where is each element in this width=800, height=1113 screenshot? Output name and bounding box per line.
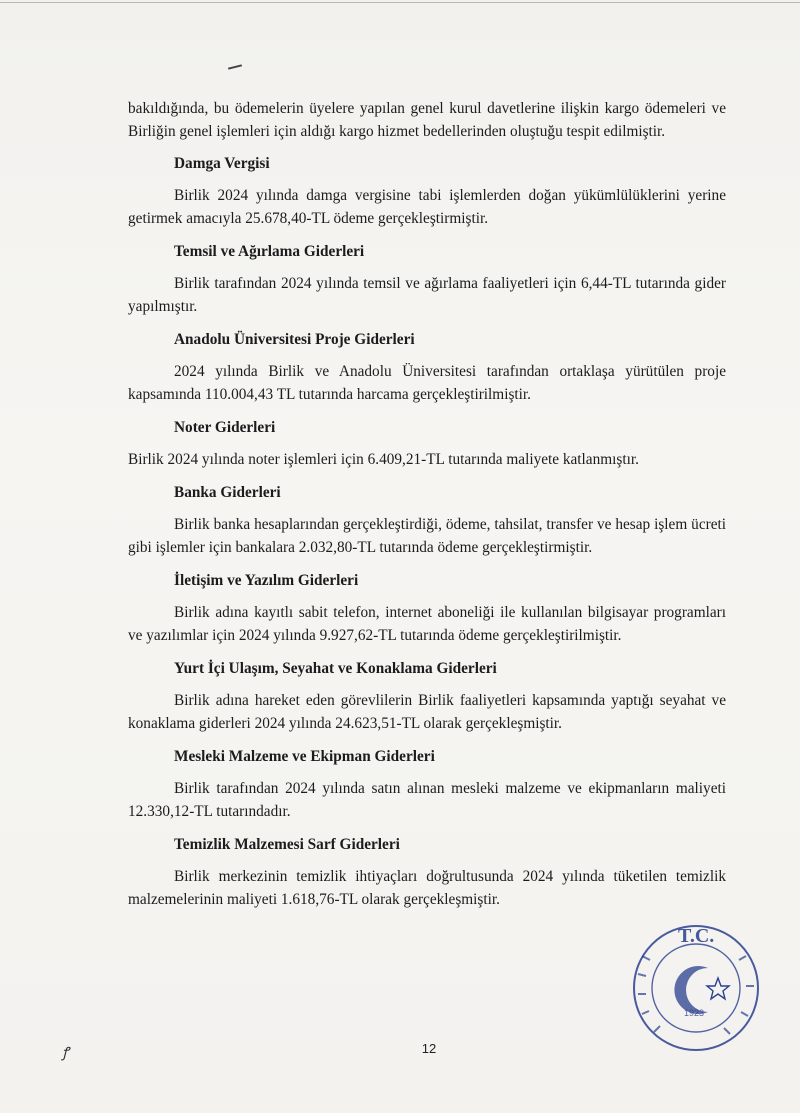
section-heading: Noter Giderleri [174, 419, 276, 436]
section-body: Birlik adına kayıtlı sabit telefon, internet aboneliği ile kullanılan bilgisayar programları ve yazılımlar için 2024 yılında 9.927,62-TL tutarında ödeme gerçekleştirilmiştir. [128, 604, 726, 644]
section-body: 2024 yılında Birlik ve Anadolu Üniversitesi tarafından ortaklaşa yürütülen proje kapsamında 110.004,43 TL tutarında harcama gerçekleştirilmiştir. [128, 363, 726, 403]
section-heading: Temizlik Malzemesi Sarf Giderleri [174, 836, 400, 853]
section-heading: İletişim ve Yazılım Giderleri [174, 572, 359, 589]
stamp-number: 1923 [684, 1008, 705, 1018]
stamp-crescent [674, 966, 708, 1014]
section-body: Birlik tarafından 2024 yılında satın alınan mesleki malzeme ve ekipmanların maliyeti 12.330,12-TL tutarındadır. [128, 780, 726, 820]
section-heading: Anadolu Üniversitesi Proje Giderleri [174, 331, 415, 348]
section-list [128, 152, 726, 921]
stamp-star [707, 978, 729, 999]
section-body: Birlik merkezinin temizlik ihtiyaçları doğrultusunda 2024 yılında tüketilen temizlik malzemelerinin maliyeti 1.618,76-TL olarak gerçekleşmiştir. [128, 868, 726, 908]
section-heading: Temsil ve Ağırlama Giderleri [174, 243, 365, 260]
page-number: 12 [421, 1041, 437, 1056]
section-heading: Damga Vergisi [174, 155, 270, 172]
section-heading: Mesleki Malzeme ve Ekipman Giderleri [174, 748, 435, 765]
section-body: Birlik adına hareket eden görevlilerin Birlik faaliyetleri kapsamında yaptığı seyahat ve konaklama giderleri 2024 yılında 24.623,51-TL olarak gerçekleşmiştir. [128, 692, 726, 732]
page-top-edge [0, 2, 800, 3]
official-seal-stamp [626, 916, 772, 1058]
section-heading: Banka Giderleri [174, 484, 281, 501]
section-body: Birlik 2024 yılında damga vergisine tabi işlemlerden doğan yükümlülüklerini yerine getirmek amacıyla 25.678,40-TL ödeme gerçekleştirmiştir. [128, 187, 726, 227]
section-body: Birlik banka hesaplarından gerçekleştirdiği, ödeme, tahsilat, transfer ve hesap işlem ücreti gibi işlemler için bankalara 2.032,80-TL tutarında ödeme gerçekleştirmiştir. [128, 516, 726, 556]
handwritten-corner-mark: ꝭ [62, 1046, 69, 1061]
section-body: Birlik 2024 yılında noter işlemleri için 6.409,21-TL tutarında maliyete katlanmıştır. [128, 451, 639, 468]
intro-paragraph: bakıldığında, bu ödemelerin üyelere yapılan genel kurul davetlerine ilişkin kargo ödemeleri ve Birliğin genel işlemleri için aldığı kargo hizmet bedellerinden oluştuğu tespit edilmiştir. [128, 100, 726, 140]
pen-tick-mark [228, 64, 242, 69]
section-heading: Yurt İçi Ulaşım, Seyahat ve Konaklama Giderleri [174, 660, 497, 677]
section-body: Birlik tarafından 2024 yılında temsil ve ağırlama faaliyetleri için 6,44-TL tutarında gider yapılmıştır. [128, 275, 726, 315]
document-body [128, 97, 726, 921]
stamp-top-text: T.C. [678, 925, 715, 947]
